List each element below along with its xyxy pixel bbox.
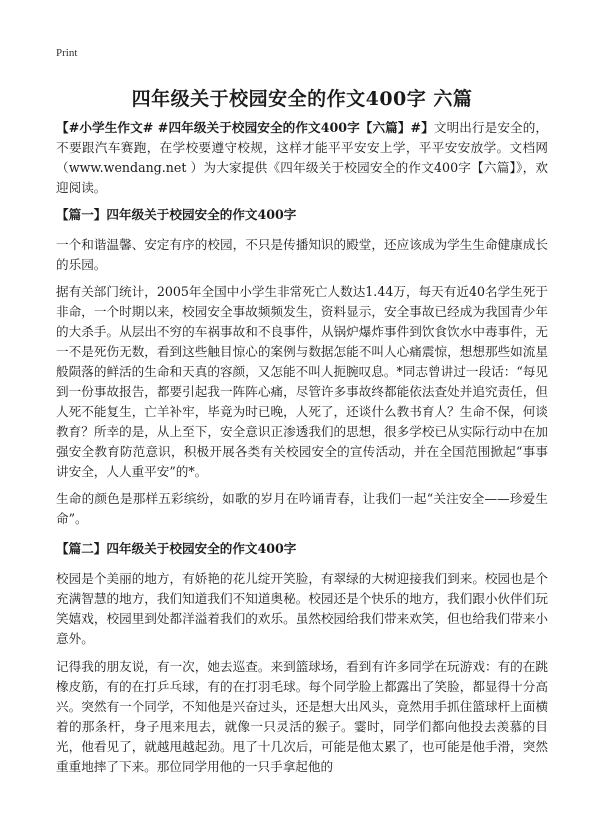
section-heading-2: 【篇二】四年级关于校园安全的作文400字 [56, 541, 297, 556]
paragraph: 记得我的朋友说，有一次，她去巡查。来到篮球场，看到有许多同学在玩游戏：有的在跳橡皮筋，有的在打乒乓球，有的在打羽毛球。每个同学脸上都露出了笑脸，都显得十分高兴。突然有一个同学，不知他是兴奋过头，还是想大出风头，竟然用手抓住篮球杆上面横着的那条杆，身子甩来甩去，就像一只灵活的猴子。霎时，同学们都向他投去羡慕的目光，他看见了，就越甩越起劲。甩了十几次后，可能是他太累了，也可能是他手滑，突然重重地摔了下来。那位同学用他的一只手拿起他的 [56, 659, 548, 774]
intro-text: 文明出行是安全的，不要跟汽车赛跑，在学校要遵守校规，这样才能平平安安上学，平平安安放学。文档网（www.wendang.net ）为大家提供《四年级关于校园安全的作文400字【六篇】》，欢迎阅读。 [56, 120, 548, 195]
print-label: Print [56, 47, 78, 59]
paragraph: 生命的颜色是那样五彩缤纷，如歌的岁月在吟诵青春，让我们一起“关注安全——珍爱生命”。 [56, 491, 548, 526]
paragraph: 据有关部门统计，2005年全国中小学生非常死亡人数达1.44万，每天有近40名学生死于非命，一个时期以来，校园安全事故频频发生，资料显示，安全事故已经成为我国青少年的大杀手。从层出不穷的车祸事故和不良事件，从锅炉爆炸事件到饮食饮水中毒事件，无一不是死伤无数，看到这些触目惊心的案例与数据怎能不叫人心痛震惊，想想那些如流星般陨落的鲜活的生命和天真的容颜，又怎能不叫人扼腕叹息。*同志曾讲过一段话：“每见到一份事故报告，都要引起我一阵阵心痛，尽管许多事故终都能依法查处并追究责任，但人死不能复生，亡羊补牢，毕竟为时已晚，人死了，还谈什么教书育人？生命不保，何谈教育？所幸的是，从上至下，安全意识正渗透我们的思想，很多学校已从实际行动中在加强安全教育防范意识，积极开展各类有关校园安全的宣传活动，并在全国范围掀起“事事讲安全，人人重平安”的*。 [56, 284, 548, 479]
paragraph: 一个和谐温馨、安定有序的校园，不只是传播知识的殿堂，还应该成为学生生命健康成长的乐园。 [56, 237, 548, 272]
section-heading-1: 【篇一】四年级关于校园安全的作文400字 [56, 207, 297, 222]
intro-paragraph [56, 118, 548, 198]
paragraph: 校园是个美丽的地方，有娇艳的花儿绽开笑脸，有翠绿的大树迎接我们到来。校园也是个充满智慧的地方，我们知道我们不知道奥秘。校园还是个快乐的地方，我们跟小伙伴们玩笑嬉戏，校园里到处都洋溢着我们的欢乐。虽然校园给我们带来欢笑，但也给我们带来小意外。 [56, 571, 548, 646]
document-title: 四年级关于校园安全的作文400字 六篇 [131, 88, 473, 110]
intro-tag: 【#小学生作文# #四年级关于校园安全的作文400字【六篇】#】 [56, 120, 434, 135]
